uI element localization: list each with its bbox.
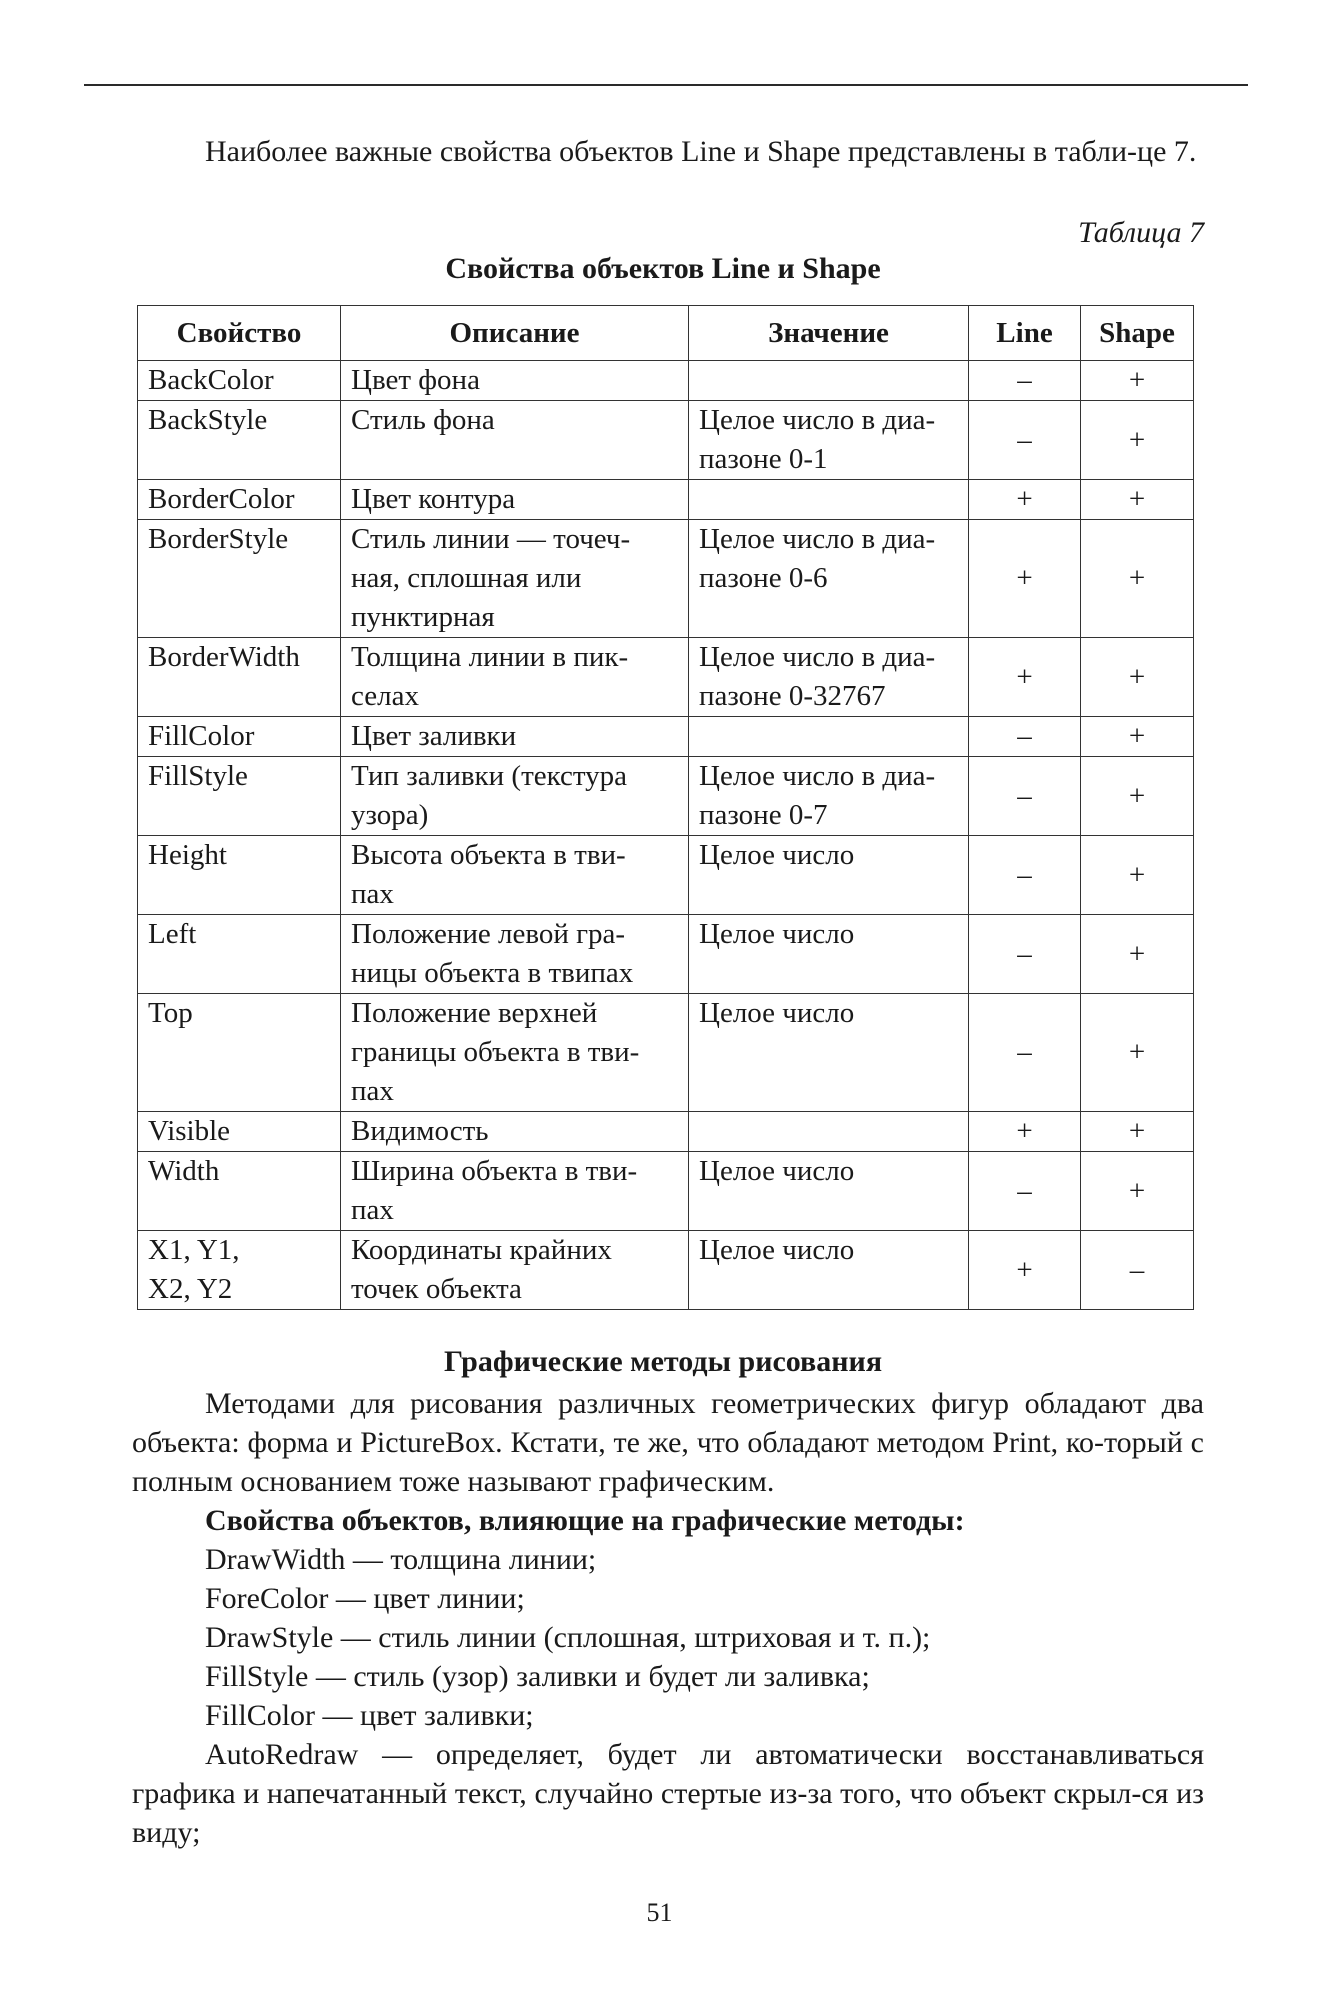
cell-property: BorderWidth [138, 638, 341, 717]
cell-value: Целое число в диа- пазоне 0-7 [689, 757, 969, 836]
cell-value: Целое число в диа- пазоне 0-1 [689, 401, 969, 480]
cell-shape-mark: + [1081, 638, 1194, 717]
cell-line-mark: – [969, 361, 1081, 401]
table-row [138, 994, 1194, 1112]
body-paragraph: DrawStyle — стиль линии (сплошная, штриховая и т. п.); [205, 1621, 931, 1654]
table-row [138, 915, 1194, 994]
cell-description: Высота объекта в тви- пах [341, 836, 689, 915]
cell-shape-mark: + [1081, 480, 1194, 520]
cell-description: Положение левой гра- ницы объекта в твипах [341, 915, 689, 994]
body-paragraph: FillStyle — стиль (узор) заливки и будет ли заливка; [205, 1660, 870, 1693]
cell-description: Толщина линии в пик- селах [341, 638, 689, 717]
cell-shape-mark: + [1081, 717, 1194, 757]
cell-property: Visible [138, 1112, 341, 1152]
cell-description: Координаты крайних точек объекта [341, 1231, 689, 1310]
cell-shape-mark: + [1081, 757, 1194, 836]
table-body [138, 361, 1194, 1310]
body-paragraph: Методами для рисования различных геометрических фигур обладают два объекта: форма и PictureBox. Кстати, те же, что обладают методом Print, ко-торый с полным основанием тоже называют графическим. [132, 1387, 1204, 1498]
cell-value [689, 1112, 969, 1152]
cell-value: Целое число [689, 915, 969, 994]
cell-description: Видимость [341, 1112, 689, 1152]
cell-shape-mark: + [1081, 1152, 1194, 1231]
cell-line-mark: + [969, 638, 1081, 717]
cell-property: Left [138, 915, 341, 994]
cell-shape-mark: + [1081, 401, 1194, 480]
cell-value: Целое число [689, 1152, 969, 1231]
table-row [138, 1231, 1194, 1310]
cell-description: Цвет контура [341, 480, 689, 520]
cell-property: Height [138, 836, 341, 915]
table-row [138, 520, 1194, 638]
body-paragraph: AutoRedraw — определяет, будет ли автоматически восстанавливаться графика и напечатанный текст, случайно стертые из-за того, что объект скрыл-ся из виду; [132, 1738, 1204, 1849]
table-row [138, 480, 1194, 520]
cell-line-mark: + [969, 520, 1081, 638]
cell-line-mark: – [969, 717, 1081, 757]
cell-description: Цвет заливки [341, 717, 689, 757]
cell-property: BorderStyle [138, 520, 341, 638]
cell-description: Положение верхней границы объекта в тви- пах [341, 994, 689, 1112]
cell-shape-mark: – [1081, 1231, 1194, 1310]
cell-shape-mark: + [1081, 994, 1194, 1112]
cell-line-mark: – [969, 994, 1081, 1112]
table-row [138, 1112, 1194, 1152]
body-subheading: Свойства объектов, влияющие на графические методы: [205, 1504, 965, 1537]
cell-description: Стиль фона [341, 401, 689, 480]
cell-description: Цвет фона [341, 361, 689, 401]
header-rule [84, 84, 1248, 86]
body-paragraph: DrawWidth — толщина линии; [205, 1543, 597, 1576]
cell-line-mark: – [969, 1152, 1081, 1231]
cell-property: BackColor [138, 361, 341, 401]
table-header-row [138, 306, 1194, 361]
cell-line-mark: – [969, 401, 1081, 480]
cell-property: BackStyle [138, 401, 341, 480]
page-number: 51 [646, 1898, 673, 1927]
cell-property: FillStyle [138, 757, 341, 836]
cell-value: Целое число [689, 1231, 969, 1310]
table-row [138, 717, 1194, 757]
cell-line-mark: – [969, 757, 1081, 836]
cell-value [689, 361, 969, 401]
properties-table [137, 305, 1194, 1310]
cell-value: Целое число в диа- пазоне 0-6 [689, 520, 969, 638]
header-value: Значение [689, 306, 969, 361]
cell-value: Целое число [689, 836, 969, 915]
header-shape: Shape [1081, 306, 1194, 361]
cell-property: X1, Y1, X2, Y2 [138, 1231, 341, 1310]
cell-shape-mark: + [1081, 361, 1194, 401]
header-property: Свойство [138, 306, 341, 361]
intro-paragraph: Наиболее важные свойства объектов Line и Shape представлены в табли-це 7. [205, 135, 1197, 168]
header-line: Line [969, 306, 1081, 361]
cell-property: FillColor [138, 717, 341, 757]
cell-property: BorderColor [138, 480, 341, 520]
table-row [138, 757, 1194, 836]
cell-line-mark: + [969, 480, 1081, 520]
cell-shape-mark: + [1081, 1112, 1194, 1152]
cell-value: Целое число [689, 994, 969, 1112]
table-row [138, 401, 1194, 480]
body-paragraph: ForeColor — цвет линии; [205, 1582, 525, 1615]
table-row [138, 836, 1194, 915]
body-paragraph: FillColor — цвет заливки; [205, 1699, 534, 1732]
table-row [138, 361, 1194, 401]
cell-shape-mark: + [1081, 836, 1194, 915]
section-title: Графические методы рисования [443, 1345, 883, 1378]
cell-value [689, 717, 969, 757]
cell-line-mark: – [969, 915, 1081, 994]
table-label: Таблица 7 [1078, 216, 1204, 249]
cell-line-mark: + [969, 1112, 1081, 1152]
cell-description: Ширина объекта в тви- пах [341, 1152, 689, 1231]
cell-value [689, 480, 969, 520]
cell-property: Width [138, 1152, 341, 1231]
cell-shape-mark: + [1081, 915, 1194, 994]
table-row [138, 1152, 1194, 1231]
cell-shape-mark: + [1081, 520, 1194, 638]
cell-description: Стиль линии — точеч- ная, сплошная или пунктирная [341, 520, 689, 638]
header-description: Описание [341, 306, 689, 361]
cell-line-mark: + [969, 1231, 1081, 1310]
table-caption: Свойства объектов Line и Shape [445, 252, 881, 285]
cell-property: Top [138, 994, 341, 1112]
cell-description: Тип заливки (текстура узора) [341, 757, 689, 836]
body-text [132, 1384, 1204, 1852]
table-row [138, 638, 1194, 717]
cell-value: Целое число в диа- пазоне 0-32767 [689, 638, 969, 717]
cell-line-mark: – [969, 836, 1081, 915]
